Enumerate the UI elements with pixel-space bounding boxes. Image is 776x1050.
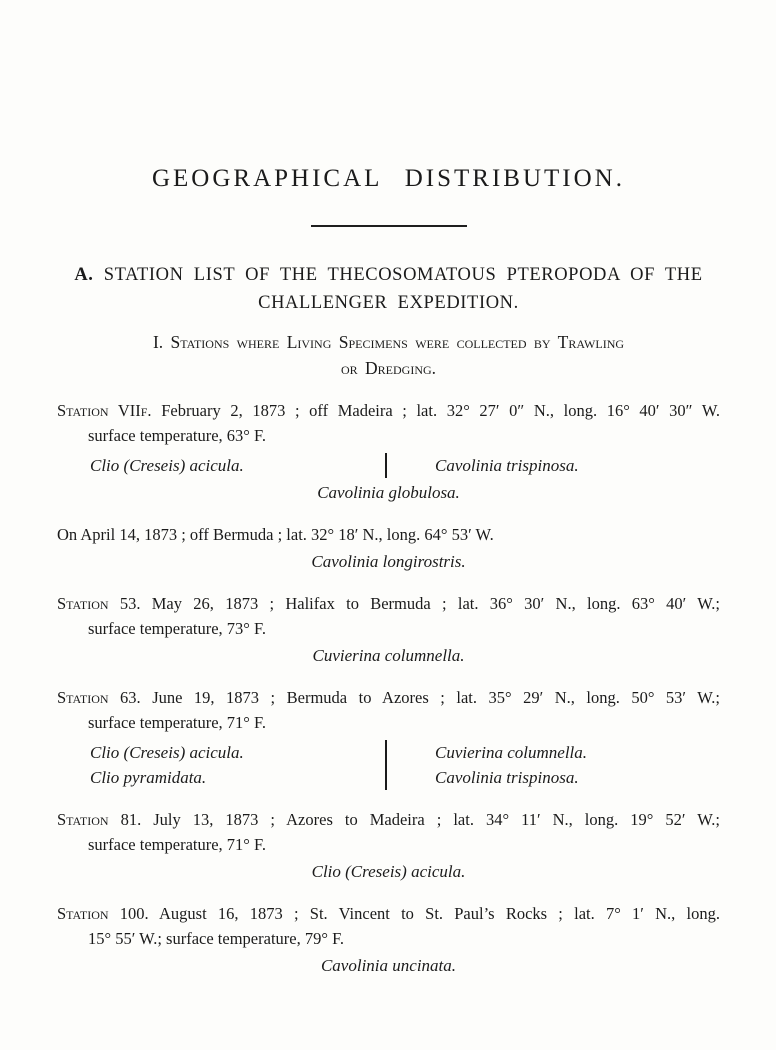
station-entry — [57, 901, 720, 978]
station-heading-line — [57, 901, 720, 926]
subsection-heading-line1: I. Stations where Living Specimens were collected by Trawling — [152, 331, 625, 352]
station-details: July 13, 1873 ; Azores to Madeira ; lat. 34° 11′ N., long. 19° 52′ W.; — [153, 809, 721, 829]
section-heading-line1 — [57, 261, 720, 289]
species-name: Cuvierina columnella. — [435, 742, 588, 762]
station-heading-continuation: surface temperature, 71° F. — [88, 834, 266, 854]
station-details: May 26, 1873 ; Halifax to Bermuda ; lat. 36° 30′ N., long. 63° 40′ W.; — [151, 593, 720, 613]
section-heading — [57, 261, 720, 317]
species-name: Cavolinia globulosa. — [317, 482, 460, 502]
station-heading-line — [57, 685, 720, 710]
species-name: Cavolinia trispinosa. — [435, 455, 579, 475]
page-title: GEOGRAPHICAL DISTRIBUTION. — [151, 164, 625, 192]
station-heading-continuation: 15° 55′ W.; surface temperature, 79° F. — [88, 928, 345, 948]
station-heading-continuation: surface temperature, 73° F. — [88, 618, 266, 638]
station-heading-line — [57, 591, 720, 616]
species-columns — [90, 740, 720, 790]
station-label: Station VIIf. — [57, 400, 152, 420]
species-columns — [90, 453, 720, 478]
section-heading-text: STATION LIST OF THE THECOSOMATOUS PTEROPODA OF THE — [103, 264, 703, 285]
species-name: Cuvierina columnella. — [312, 645, 465, 665]
station-heading-continuation: surface temperature, 63° F. — [88, 425, 266, 445]
station-heading-line — [57, 398, 720, 423]
subsection-heading — [57, 329, 720, 381]
station-entry — [57, 522, 720, 574]
species-name: Clio (Creseis) acicula. — [311, 861, 466, 881]
species-name: Cavolinia longirostris. — [311, 551, 466, 571]
species-name: Cavolinia trispinosa. — [435, 767, 579, 787]
station-heading-line — [57, 807, 720, 832]
species-name: Clio (Creseis) acicula. — [90, 455, 244, 475]
section-heading-line2: CHALLENGER EXPEDITION. — [258, 292, 519, 313]
station-label: Station 63. — [57, 687, 141, 707]
station-heading-line — [57, 522, 720, 547]
station-entry — [57, 591, 720, 668]
station-details: June 19, 1873 ; Bermuda to Azores ; lat. 35° 29′ N., long. 50° 53′ W.; — [152, 687, 721, 707]
species-name: Clio (Creseis) acicula. — [90, 742, 244, 762]
station-entry — [57, 807, 720, 884]
station-label: Station 81. — [57, 809, 142, 829]
station-details: February 2, 1873 ; off Madeira ; lat. 32° 27′ 0″ N., long. 16° 40′ 30″ W. — [161, 400, 721, 420]
station-entry — [57, 398, 720, 505]
station-details: On April 14, 1873 ; off Bermuda ; lat. 32° 18′ N., long. 64° 53′ W. — [57, 524, 494, 544]
species-column-left — [90, 740, 385, 790]
station-label: Station 53. — [57, 593, 141, 613]
species-column-left — [90, 453, 385, 478]
station-heading-continuation: surface temperature, 71° F. — [88, 712, 266, 732]
station-details: August 16, 1873 ; St. Vincent to St. Paul’s Rocks ; lat. 7° 1′ N., long. — [158, 903, 720, 923]
station-entry — [57, 685, 720, 790]
species-name: Clio pyramidata. — [90, 767, 207, 787]
species-column-right — [387, 740, 587, 790]
station-label: Station 100. — [57, 903, 149, 923]
species-name: Cavolinia uncinata. — [320, 955, 457, 975]
species-column-right — [387, 453, 579, 478]
subsection-heading-line2: or Dredging. — [340, 357, 437, 378]
section-letter: A. — [74, 264, 94, 285]
divider-rule — [311, 225, 467, 227]
